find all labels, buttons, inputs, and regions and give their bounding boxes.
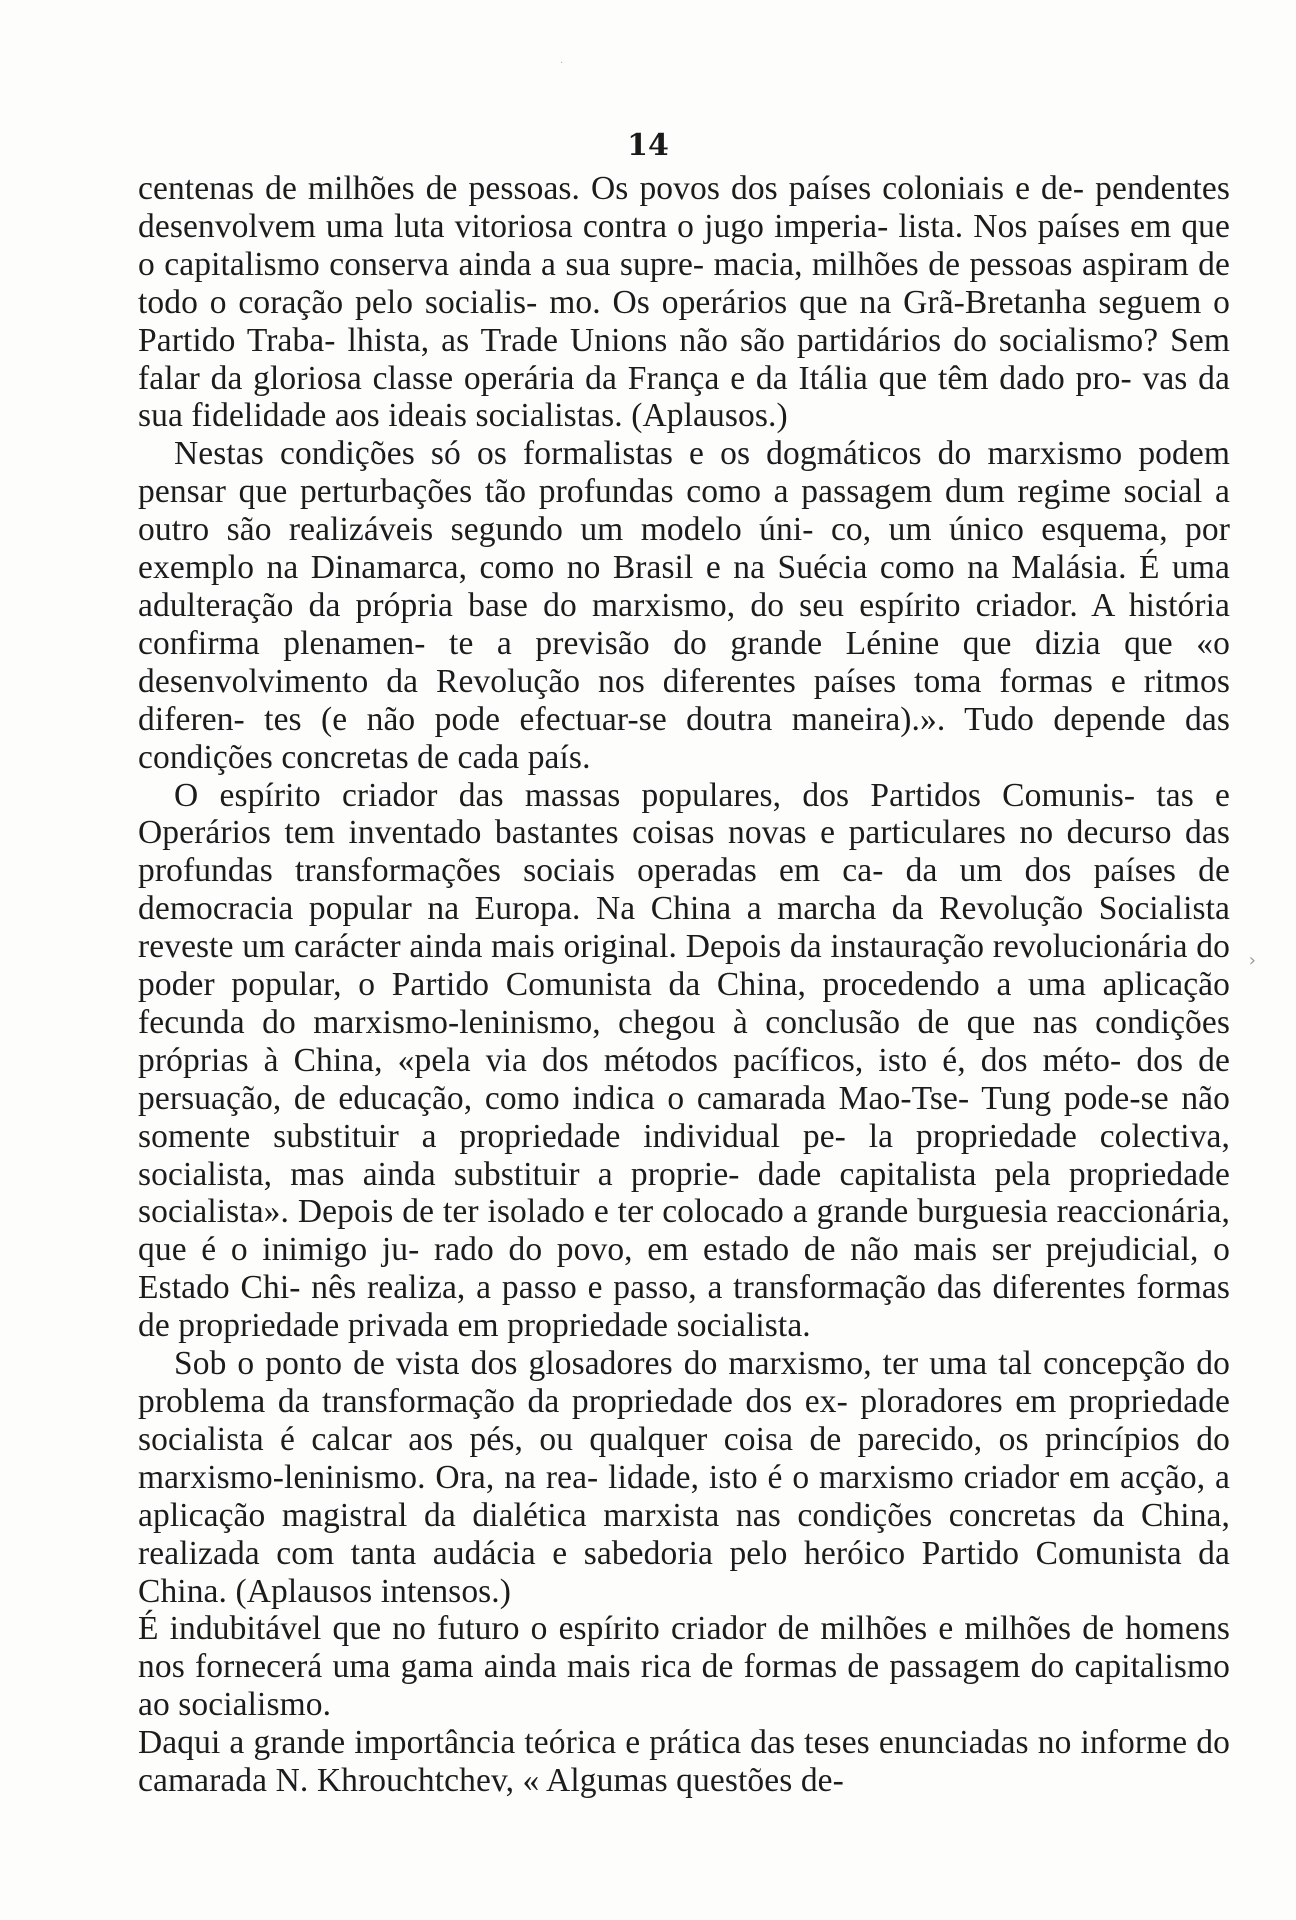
text-line: Tung pode-se não somente substituir a propriedade individual pe- <box>138 1079 1231 1155</box>
text-line: mo. Os operários que na Grã-Bretanha seguem o Partido Traba- <box>138 283 1230 359</box>
body-text <box>138 170 1230 1800</box>
text-line: da um dos países de democracia popular na Europa. Na China a <box>138 852 1230 928</box>
text-line: Nestas condições só os formalistas e os dogmáticos do marxismo <box>174 435 1123 473</box>
text-line: China. (Aplausos intensos.) <box>138 1572 512 1610</box>
text-line: dos de persuação, de educação, como indica o camarada Mao-Tse- <box>138 1041 1231 1117</box>
text-line: passagem do capitalismo ao socialismo. <box>138 1648 1230 1724</box>
text-line: vas da sua fidelidade aos ideais socialistas. (Aplausos.) <box>138 359 1230 435</box>
text-line: do marxismo, do seu espírito criador. A história confirma plenamen- <box>138 586 1230 662</box>
text-line: Partido Comunista da China, procedendo a uma aplicação fecunda <box>138 966 1230 1041</box>
text-line: lhista, as Trade Unions não são partidários do socialismo? Sem falar <box>138 321 1231 397</box>
paragraph-1 <box>138 170 1230 435</box>
text-line: marcha da Revolução Socialista reveste um carácter ainda mais <box>138 890 1230 966</box>
text-line: podem pensar que perturbações tão profundas como a passagem <box>138 435 1230 511</box>
page-number: 14 <box>627 128 669 163</box>
text-line: tes (e não pode efectuar-se doutra maneira).». Tudo depende das <box>264 700 1230 738</box>
text-line: da Revolução nos diferentes países toma formas e ritmos diferen- <box>138 662 1230 738</box>
text-line: la propriedade colectiva, socialista, mas ainda substituir a proprie- <box>138 1117 1230 1193</box>
text-line: próprias à China, «pela via dos métodos pacíficos, isto é, dos méto- <box>138 1041 1122 1079</box>
text-line: tas e Operários tem inventado bastantes coisas novas e particulares <box>138 776 1230 852</box>
text-line: condições concretas de cada país. <box>138 738 591 776</box>
text-line: centenas de milhões de pessoas. Os povos dos países coloniais e de- <box>138 170 1085 207</box>
text-line: do marxismo-leninismo, chegou à conclusão de que nas condições <box>262 1003 1230 1041</box>
text-line: ploradores em propriedade socialista é calcar aos pés, ou qualquer <box>138 1383 1230 1458</box>
text-line: lista. Nos países em que o capitalismo conserva ainda a sua supre- <box>138 207 1231 283</box>
text-line: Daqui a grande importância teórica e prática das teses enunciadas <box>138 1724 1029 1762</box>
text-line: concepção do problema da transformação da propriedade dos ex- <box>138 1345 1230 1420</box>
text-line: e ter colocado a grande burguesia reaccionária, que é o inimigo ju- <box>138 1193 1230 1269</box>
text-line: de propriedade privada em propriedade socialista. <box>138 1307 811 1345</box>
paragraph-5 <box>138 1610 1230 1724</box>
paragraph-3 <box>138 777 1230 1346</box>
scan-speck: · <box>560 58 564 69</box>
text-line: de homens nos fornecerá uma gama ainda mais rica de formas de <box>138 1610 1230 1686</box>
text-line: macia, milhões de pessoas aspiram de todo o coração pelo socialis- <box>138 245 1230 321</box>
text-line: nês realiza, a passo e passo, a transformação das diferentes formas <box>311 1269 1230 1307</box>
text-line: coisa de parecido, os princípios do marxismo-leninismo. Ora, na rea- <box>138 1420 1230 1496</box>
text-line: pendentes desenvolvem uma luta vitoriosa contra o jugo imperia- <box>138 170 1230 245</box>
text-line: da dialética marxista nas condições concretas da China, realizada <box>138 1496 1230 1572</box>
text-line: no decurso das profundas transformações sociais operadas em ca- <box>138 814 1230 890</box>
text-line: dade capitalista pela propriedade socialista». Depois de ter isolado <box>138 1155 1230 1231</box>
text-line: com tanta audácia e sabedoria pelo heróico Partido Comunista da <box>276 1534 1230 1572</box>
text-line: te a previsão do grande Lénine que dizia que «o desenvolvimento <box>138 624 1230 700</box>
paragraph-4 <box>138 1345 1230 1610</box>
text-line: lidade, isto é o marxismo criador em acção, a aplicação magistral <box>138 1458 1230 1534</box>
scan-mark: › <box>1248 950 1256 971</box>
paragraph-2 <box>138 435 1230 776</box>
text-line: e na Suécia como na Malásia. É uma adulteração da própria base <box>138 549 1230 624</box>
paragraph-6 <box>138 1724 1230 1800</box>
text-line: Sob o ponto de vista dos glosadores do marxismo, ter uma tal <box>174 1345 1033 1383</box>
text-line: co, um único esquema, por exemplo na Dinamarca, como no Brasil <box>138 511 1230 587</box>
text-line: É indubitável que no futuro o espírito criador de milhões e milhões <box>138 1610 1072 1648</box>
text-line: O espírito criador das massas populares, dos Partidos Comunis- <box>174 776 1136 814</box>
text-line: da gloriosa classe operária da França e da Itália que têm dado pro- <box>210 359 1132 397</box>
text-line: no informe do camarada N. Khrouchtchev, « Algumas questões de- <box>138 1724 1230 1800</box>
text-line: original. Depois da instauração revolucionária do poder popular, o <box>138 928 1230 1004</box>
text-line: dum regime social a outro são realizáveis segundo um modelo úni- <box>138 473 1230 549</box>
text-line: rado do povo, em estado de não mais ser prejudicial, o Estado Chi- <box>138 1231 1230 1307</box>
